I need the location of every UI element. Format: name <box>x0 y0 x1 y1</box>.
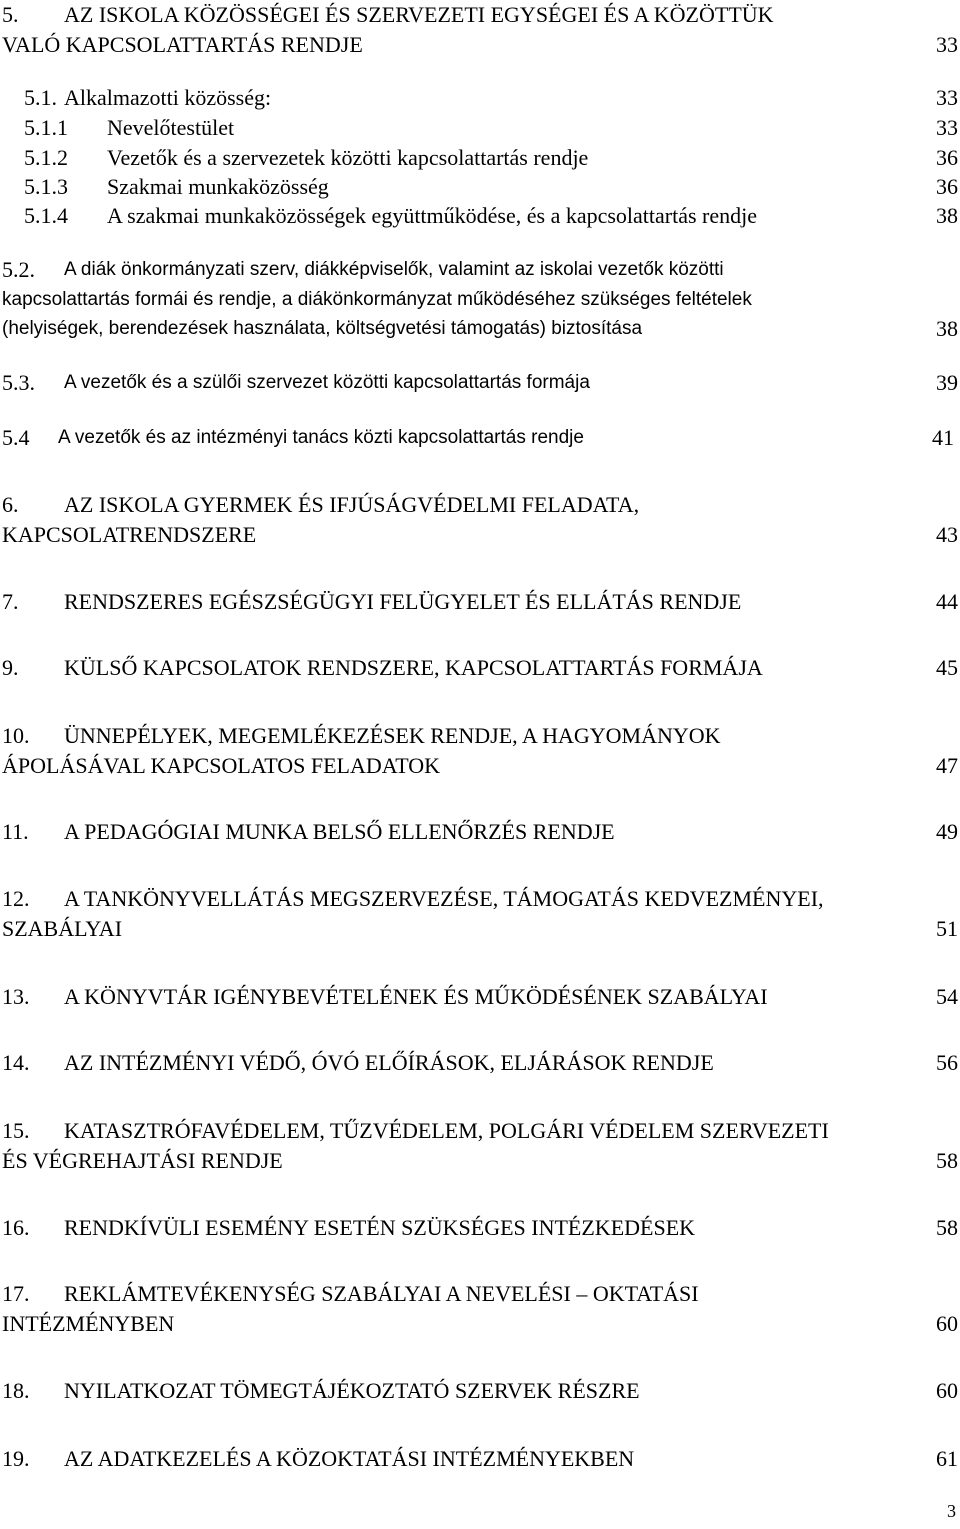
toc-title-continued: ÁPOLÁSÁVAL KAPCSOLATOS FELADATOK <box>2 753 441 778</box>
toc-title: KATASZTRÓFAVÉDELEM, TŰZVÉDELEM, POLGÁRI VÉDELEM SZERVEZETI <box>64 1118 829 1143</box>
toc-number: 5.1.4 <box>24 203 68 228</box>
toc-title-continued: kapcsolattartás formái és rendje, a diákönkormányzat működéséhez szükséges feltételek <box>2 289 752 310</box>
toc-number: 6. <box>2 492 19 517</box>
toc-page-number: 43 <box>936 522 958 547</box>
toc-title: A PEDAGÓGIAI MUNKA BELSŐ ELLENŐRZÉS RENDJE <box>64 819 615 844</box>
toc-number: 5.4 <box>2 425 30 450</box>
toc-page-number: 60 <box>936 1311 958 1336</box>
toc-title: RENDKÍVÜLI ESEMÉNY ESETÉN SZÜKSÉGES INTÉZKEDÉSEK <box>64 1215 696 1240</box>
toc-page-number: 45 <box>936 655 958 680</box>
toc-number: 10. <box>2 723 30 748</box>
toc-page-number: 33 <box>936 115 958 140</box>
toc-page-number: 58 <box>936 1215 958 1240</box>
toc-title: AZ ISKOLA KÖZÖSSÉGEI ÉS SZERVEZETI EGYSÉGEI ÉS A KÖZÖTTÜK <box>64 2 774 27</box>
toc-page-number: 39 <box>936 370 958 395</box>
toc-page-number: 61 <box>936 1446 958 1471</box>
toc-title: Vezetők és a szervezetek közötti kapcsolattartás rendje <box>107 145 589 170</box>
toc-title: A KÖNYVTÁR IGÉNYBEVÉTELÉNEK ÉS MŰKÖDÉSÉNEK SZABÁLYAI <box>64 984 768 1009</box>
toc-number: 5.1. <box>24 85 57 110</box>
toc-number: 16. <box>2 1215 30 1240</box>
toc-page-number: 49 <box>936 819 958 844</box>
toc-number: 11. <box>2 819 29 844</box>
toc-title: Szakmai munkaközösség <box>107 174 329 199</box>
toc-number: 15. <box>2 1118 30 1143</box>
toc-title-continued: ÉS VÉGREHAJTÁSI RENDJE <box>2 1148 283 1173</box>
toc-number: 19. <box>2 1446 30 1471</box>
toc-page-number: 56 <box>936 1050 958 1075</box>
toc-page-number: 41 <box>932 425 954 450</box>
toc-page-number: 33 <box>936 85 958 110</box>
toc-title: ÜNNEPÉLYEK, MEGEMLÉKEZÉSEK RENDJE, A HAGYOMÁNYOK <box>64 723 721 748</box>
toc-title: KÜLSŐ KAPCSOLATOK RENDSZERE, KAPCSOLATTARTÁS FORMÁJA <box>64 655 763 680</box>
toc-title: A vezetők és a szülői szervezet közötti kapcsolattartás formája <box>64 372 590 393</box>
toc-page-number: 36 <box>936 145 958 170</box>
toc-page-number: 47 <box>936 753 958 778</box>
toc-title: Nevelőtestület <box>107 115 235 140</box>
toc-page-number: 36 <box>936 174 958 199</box>
toc-page-number: 44 <box>936 589 958 614</box>
toc-number: 7. <box>2 589 19 614</box>
toc-page-number: 51 <box>936 916 958 941</box>
toc-page-number: 33 <box>936 32 958 57</box>
toc-page-number: 60 <box>936 1378 958 1403</box>
toc-page-number: 38 <box>936 316 958 341</box>
toc-title: Alkalmazotti közösség: <box>64 85 272 110</box>
toc-title: A TANKÖNYVELLÁTÁS MEGSZERVEZÉSE, TÁMOGATÁS KEDVEZMÉNYEI, <box>64 886 824 911</box>
toc-number: 5.3. <box>2 370 35 395</box>
toc-title: NYILATKOZAT TÖMEGTÁJÉKOZTATÓ SZERVEK RÉSZRE <box>64 1378 640 1403</box>
toc-title-continued: INTÉZMÉNYBEN <box>2 1311 175 1336</box>
toc-title: A vezetők és az intézményi tanács közti kapcsolattartás rendje <box>58 427 584 448</box>
toc-number: 17. <box>2 1281 30 1306</box>
toc-title-continued: KAPCSOLATRENDSZERE <box>2 522 257 547</box>
toc-title-continued: SZABÁLYAI <box>2 916 123 941</box>
toc-title: AZ INTÉZMÉNYI VÉDŐ, ÓVÓ ELŐÍRÁSOK, ELJÁRÁSOK RENDJE <box>64 1050 714 1075</box>
toc-number: 18. <box>2 1378 30 1403</box>
toc-title-continued: (helyiségek, berendezések használata, költségvetési támogatás) biztosítása <box>2 318 643 339</box>
toc-title: A diák önkormányzati szerv, diákképviselők, valamint az iskolai vezetők közötti <box>64 259 724 280</box>
page-number: 3 <box>947 1501 956 1521</box>
toc-number: 5.1.2 <box>24 145 68 170</box>
toc-number: 5. <box>2 2 19 27</box>
toc-number: 5.1.1 <box>24 115 68 140</box>
toc-number: 5.2. <box>2 257 35 282</box>
toc-number: 9. <box>2 655 19 680</box>
toc-number: 13. <box>2 984 30 1009</box>
toc-number: 12. <box>2 886 30 911</box>
toc-title: AZ ISKOLA GYERMEK ÉS IFJÚSÁGVÉDELMI FELADATA, <box>64 492 640 517</box>
toc-number: 14. <box>2 1050 30 1075</box>
toc-page-number: 38 <box>936 203 958 228</box>
toc-title: REKLÁMTEVÉKENYSÉG SZABÁLYAI A NEVELÉSI – OKTATÁSI <box>64 1281 699 1306</box>
toc-page-number: 58 <box>936 1148 958 1173</box>
toc-number: 5.1.3 <box>24 174 68 199</box>
toc-title: A szakmai munkaközösségek együttműködése, és a kapcsolattartás rendje <box>107 203 758 228</box>
toc-title: RENDSZERES EGÉSZSÉGÜGYI FELÜGYELET ÉS ELLÁTÁS RENDJE <box>64 589 742 614</box>
toc-page-number: 54 <box>936 984 958 1009</box>
toc-title-continued: VALÓ KAPCSOLATTARTÁS RENDJE <box>2 32 363 57</box>
toc-title: AZ ADATKEZELÉS A KÖZOKTATÁSI INTÉZMÉNYEKBEN <box>64 1446 635 1471</box>
